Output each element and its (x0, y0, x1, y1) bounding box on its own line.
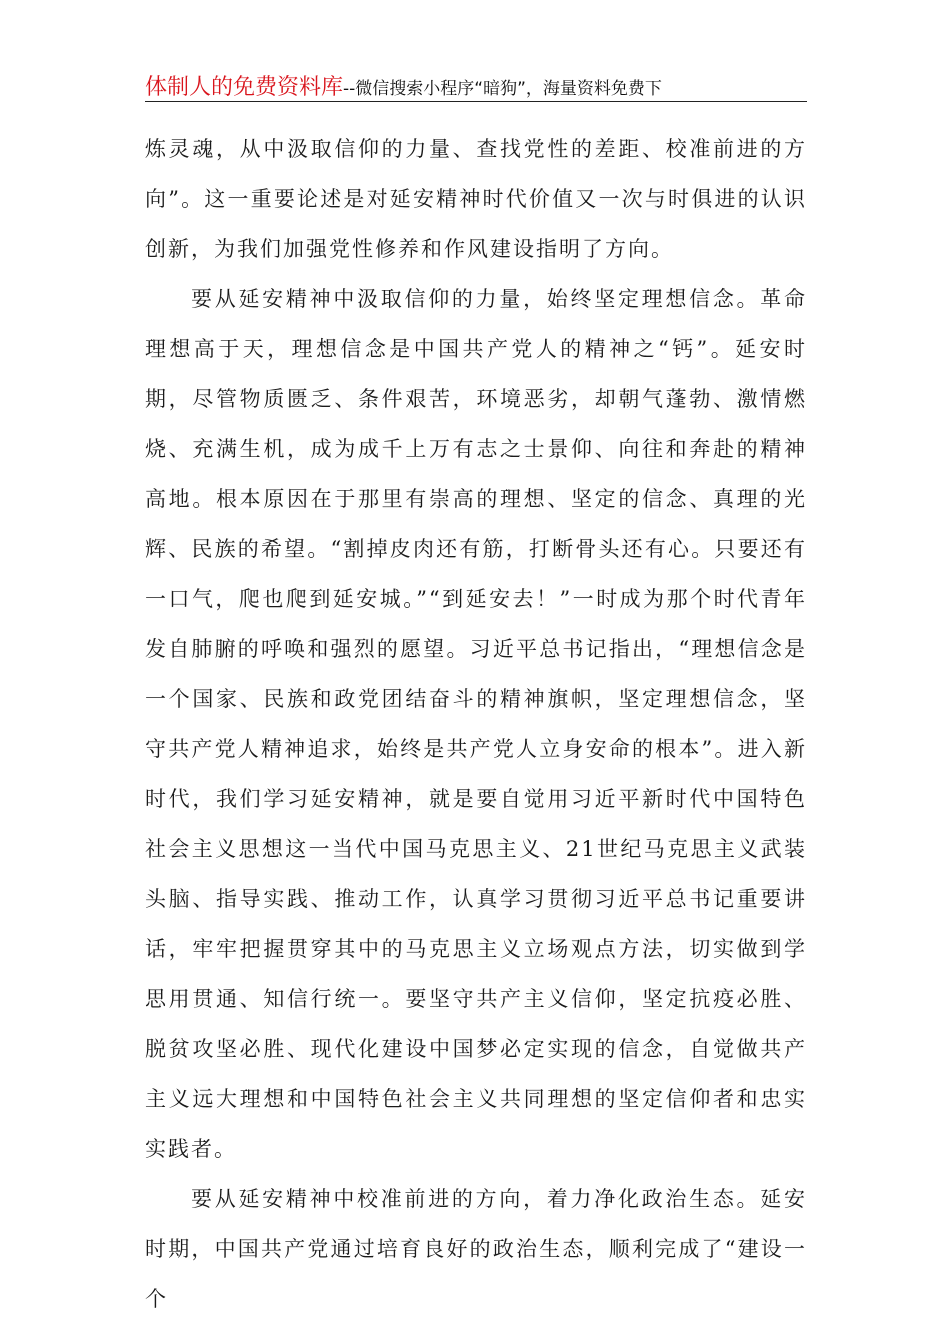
paragraph-faith: 要从延安精神中汲取信仰的力量，始终坚定理想信念。革命理想高于天，理想信念是中国共产党人的精神之“钙”。延安时期，尽管物质匮乏、条件艰苦，环境恶劣，却朝气蓬勃、激情燃烧、充满生机，成为成千上万有志之士景仰、向往和奔赴的精神高地。根本原因在于那里有崇高的理想、坚定的信念、真理的光辉、民族的希望。“割掉皮肉还有筋，打断骨头还有心。只要还有一口气，爬也爬到延安城。”“到延安去！”一时成为那个时代青年发自肺腑的呼唤和强烈的愿望。习近平总书记指出，“理想信念是一个国家、民族和政党团结奋斗的精神旗帜，坚定理想信念，坚守共产党人精神追求，始终是共产党人立身安命的根本”。进入新时代，我们学习延安精神，就是要自觉用习近平新时代中国特色社会主义思想这一当代中国马克思主义、21世纪马克思主义武装头脑、指导实践、推动工作，认真学习贯彻习近平总书记重要讲话，牢牢把握贯穿其中的马克思主义立场观点方法，切实做到学思用贯通、知信行统一。要坚守共产主义信仰，坚定抗疫必胜、脱贫攻坚必胜、现代化建设中国梦必定实现的信念，自觉做共产主义远大理想和中国特色社会主义共同理想的坚定信仰者和忠实实践者。 (145, 287, 807, 1161)
header-divider (145, 101, 807, 102)
page-header (145, 70, 805, 102)
header-tagline: --微信搜索小程序“暗狗”，海量资料免费下 (343, 79, 662, 99)
paragraph-continuation: 炼灵魂，从中汲取信仰的力量、查找党性的差距、校准前进的方向”。这一重要论述是对延安精神时代价值又一次与时俱进的认识创新，为我们加强党性修养和作风建设指明了方向。 (145, 137, 807, 261)
paragraph-direction: 要从延安精神中校准前进的方向，着力净化政治生态。延安时期，中国共产党通过培育良好的政治生态，顺利完成了“建设一个 (145, 1187, 807, 1311)
header-brand: 体制人的免费资料库 (145, 75, 344, 100)
document-body (145, 124, 807, 1324)
